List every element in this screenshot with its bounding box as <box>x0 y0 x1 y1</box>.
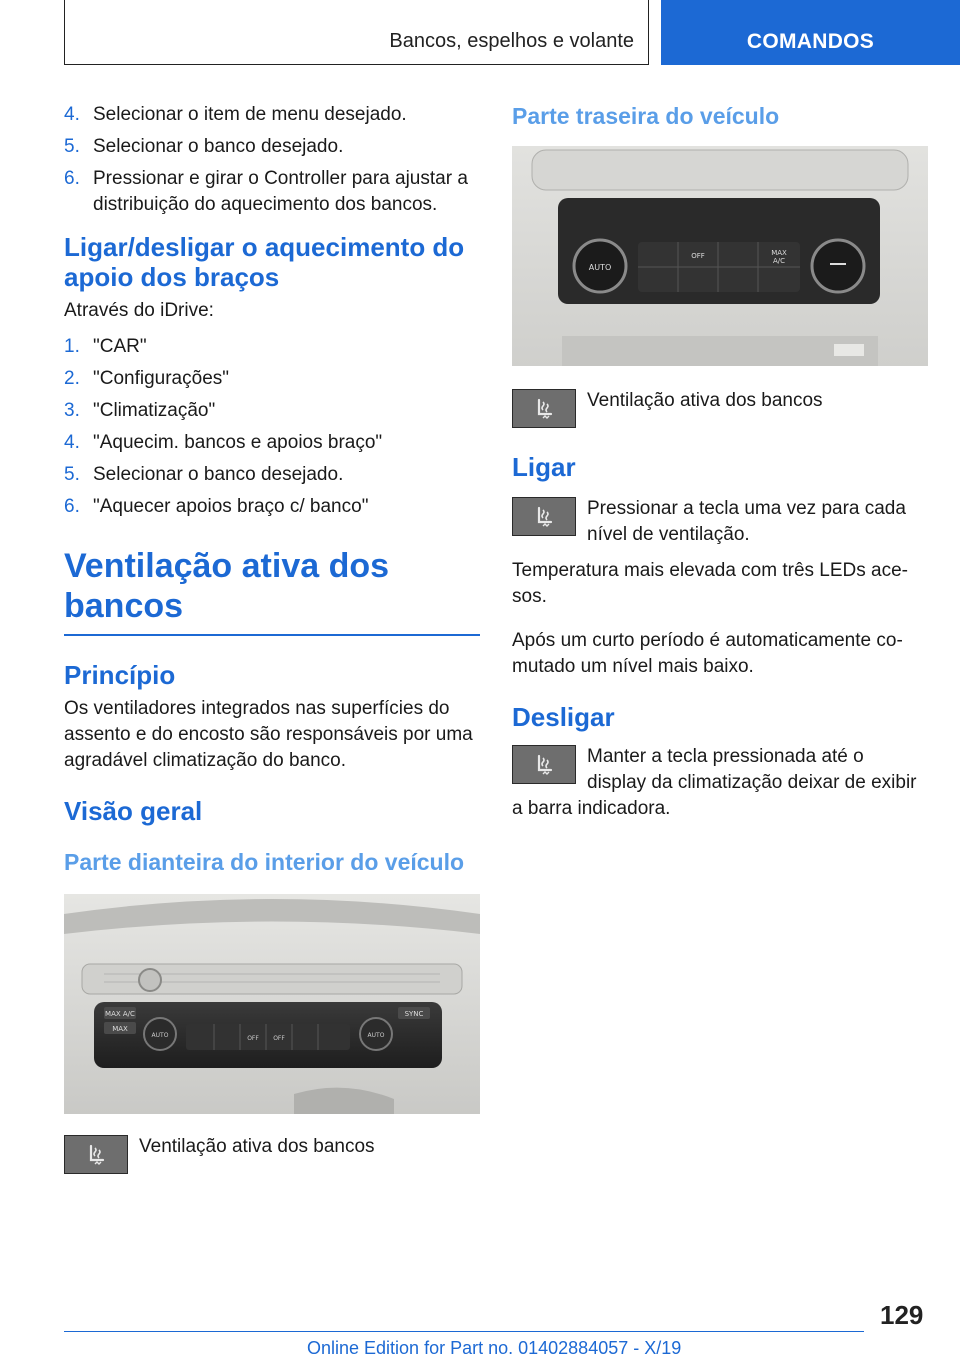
on-heading: Ligar <box>512 452 576 482</box>
header-section-box <box>64 0 649 65</box>
principle-heading: Princípio <box>64 660 176 690</box>
rear-caption-row <box>512 388 928 428</box>
rear-max-label: MAX <box>771 249 787 257</box>
front-off-button-2: OFF <box>273 1035 285 1042</box>
rear-caption: Ventilação ativa dos bancos <box>587 390 823 411</box>
seat-ventilation-icon <box>512 745 576 784</box>
on-text-3: Após um curto período é automaticamente comutado um nível mais baixo. <box>512 630 903 677</box>
front-right-knob-label: AUTO <box>367 1032 385 1039</box>
step-text: Selecionar o banco desejado. <box>93 464 344 485</box>
step-text: "Configurações" <box>93 368 230 389</box>
rear-panel-illustration <box>512 146 928 366</box>
step-number: 4. <box>64 432 80 453</box>
on-text: Pressionar a tecla uma vez para cada nível de ventilação. <box>587 498 906 545</box>
page-number: 129 <box>880 1300 924 1330</box>
rear-left-knob-label: AUTO <box>588 263 612 272</box>
footer-divider <box>64 1331 864 1332</box>
step-text: "CAR" <box>93 336 147 357</box>
on-row <box>512 496 928 548</box>
seat-ventilation-icon <box>512 389 576 428</box>
seat-ventilation-icon <box>512 497 576 536</box>
right-column <box>512 102 928 822</box>
rear-heading: Parte traseira do veículo <box>512 103 780 129</box>
list-item <box>64 398 480 424</box>
step-text: Pressionar e girar o Controller para ajustar a distribuição do aquecimento dos bancos. <box>93 168 468 215</box>
header-section-title: Bancos, espelhos e volante <box>389 30 634 52</box>
list-item <box>64 430 480 456</box>
step-number: 6. <box>64 168 80 189</box>
off-text: Manter a tecla pressionada até o display da climatização deixar de exibir a barra indicadora. <box>512 746 917 819</box>
step-text: "Climatização" <box>93 400 216 421</box>
step-text: Selecionar o banco desejado. <box>93 136 344 157</box>
step-number: 1. <box>64 336 80 357</box>
front-off-button: OFF <box>247 1035 259 1042</box>
seat-ventilation-icon <box>64 1135 128 1174</box>
left-column <box>64 102 480 1174</box>
sync-button: SYNC <box>404 1010 424 1018</box>
list-item <box>64 102 480 128</box>
header-chapter-title: COMANDOS <box>746 30 875 53</box>
front-panel-illustration <box>64 894 480 1114</box>
chapter-heading: Ventilação ativa dos bancos <box>64 546 480 636</box>
max-ac-button: MAX A/C <box>105 1010 135 1018</box>
armrest-heating-heading: Ligar/desligar o aquecimento do apoio dos braços <box>64 232 465 292</box>
on-text-2: Temperatura mais elevada com três LEDs acesos. <box>512 560 908 607</box>
rear-off-button: OFF <box>691 252 705 260</box>
step-number: 4. <box>64 104 80 125</box>
rear-climate-panel-photo <box>512 146 928 366</box>
idrive-intro: Através do iDrive: <box>64 300 214 321</box>
front-caption-row <box>64 1134 480 1174</box>
list-item <box>64 494 480 520</box>
front-left-knob-label: AUTO <box>151 1032 169 1039</box>
step-text: "Aquecer apoios braço c/ banco" <box>93 496 369 517</box>
rear-ac-label: A/C <box>772 257 786 265</box>
front-interior-heading: Parte dianteira do interior do veículo <box>64 849 465 875</box>
front-climate-panel-photo <box>64 894 480 1114</box>
list-item <box>64 334 480 360</box>
list-item <box>64 366 480 392</box>
list-item <box>64 462 480 488</box>
front-caption: Ventilação ativa dos bancos <box>139 1136 375 1157</box>
principle-text: Os ventiladores integrados nas superfícies do assento e do encosto são responsáveis por uma agradável climatização do banco. <box>64 698 473 771</box>
steps-list-idrive <box>64 334 480 520</box>
header-chapter-tab[interactable] <box>661 0 960 65</box>
step-text: Selecionar o item de menu desejado. <box>93 104 407 125</box>
overview-heading: Visão geral <box>64 796 203 826</box>
step-number: 5. <box>64 136 80 157</box>
steps-list-top <box>64 102 480 218</box>
step-number: 3. <box>64 400 80 421</box>
list-item <box>64 166 480 218</box>
max-button: MAX <box>112 1025 128 1033</box>
off-row <box>512 744 928 822</box>
step-number: 2. <box>64 368 80 389</box>
list-item <box>64 134 480 160</box>
step-number: 5. <box>64 464 80 485</box>
off-heading: Desligar <box>512 702 615 732</box>
step-number: 6. <box>64 496 80 517</box>
footer-edition: Online Edition for Part no. 01402884057 - X/19 <box>307 1338 682 1358</box>
step-text: "Aquecim. bancos e apoios braço" <box>93 432 383 453</box>
